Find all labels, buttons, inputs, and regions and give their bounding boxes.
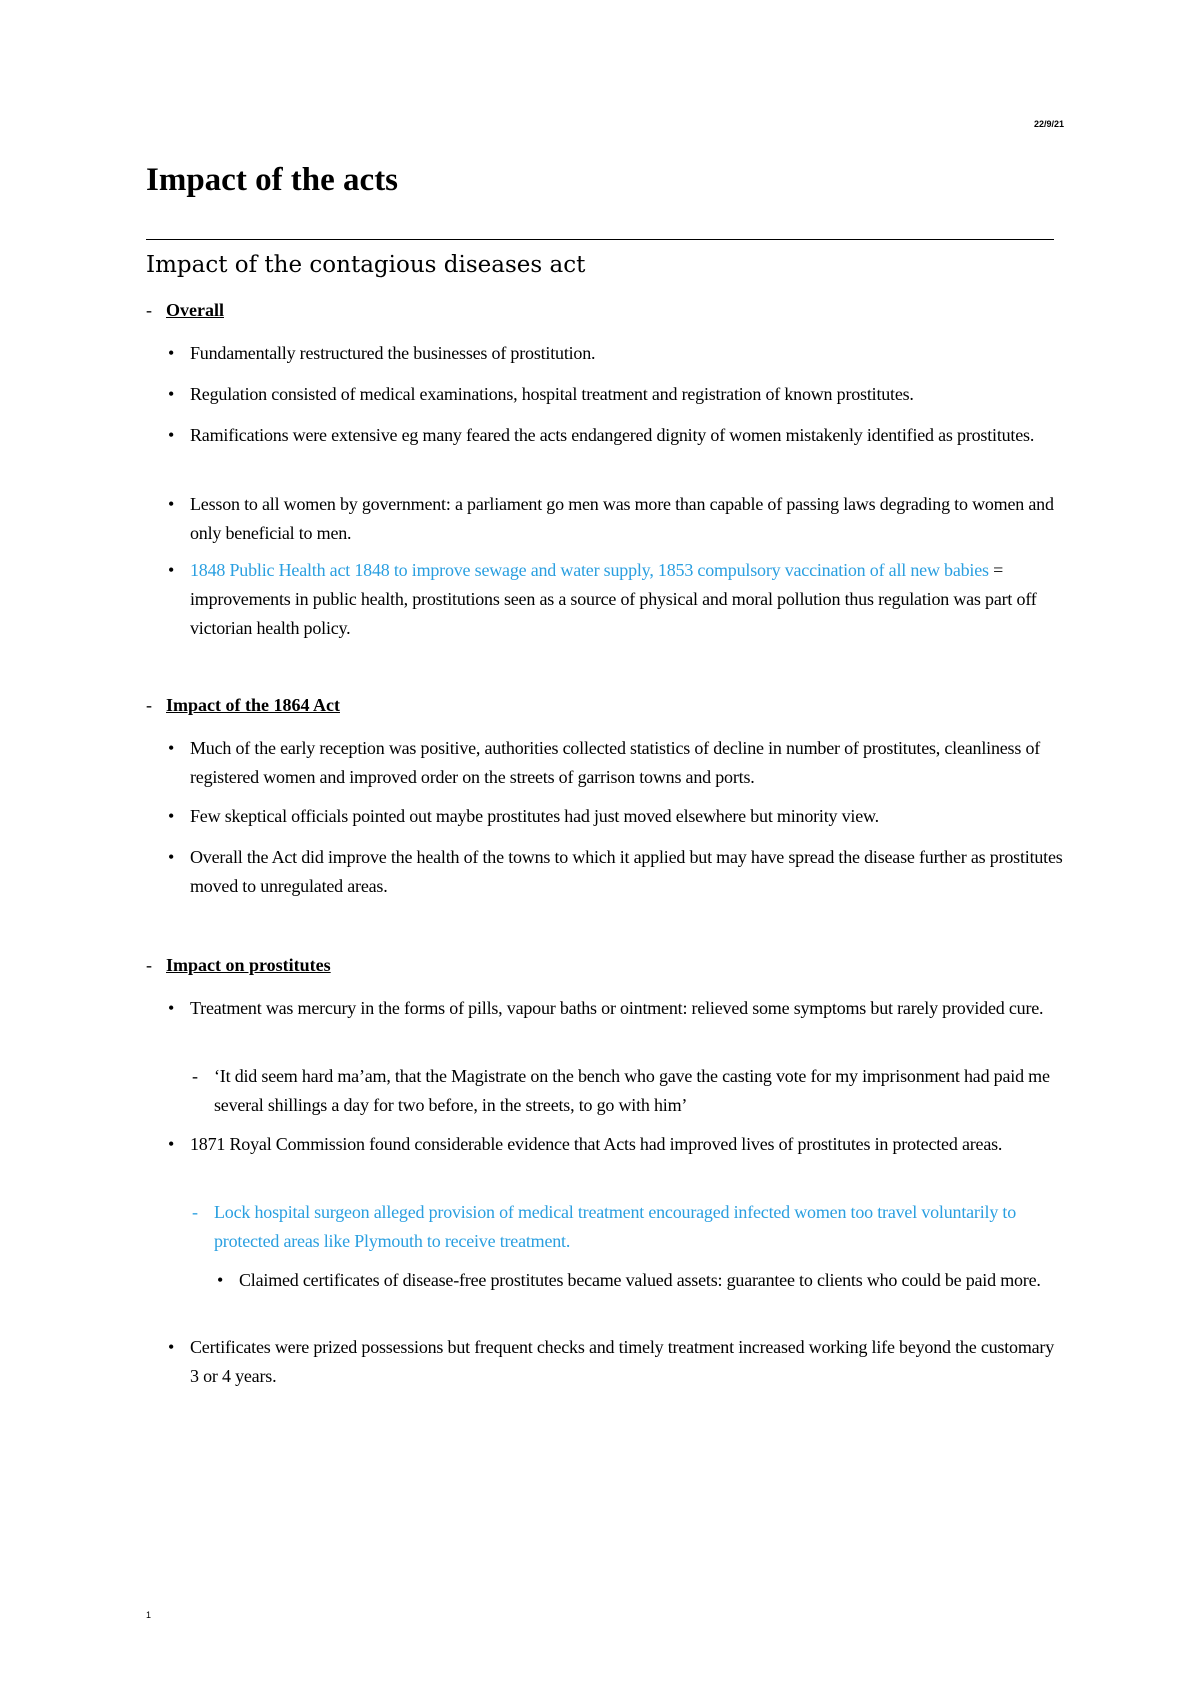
document-date: 22/9/21	[1033, 119, 1064, 129]
list-item	[168, 994, 1065, 1023]
list-item-text: Fundamentally restructured the businesses of prostitution.	[190, 343, 596, 363]
list-item-text: Overall the Act did improve the health of the towns to which it applied but may have spread the disease further as prostitutes moved to unregulated areas.	[190, 847, 1063, 896]
bullet-icon: •	[168, 847, 175, 867]
page-number: 1	[146, 1610, 152, 1620]
dash-marker: -	[146, 695, 152, 715]
section-heading-impact-on-prostitutes	[146, 954, 331, 976]
list-item-text: Regulation consisted of medical examinations, hospital treatment and registration of known prostitutes.	[190, 384, 914, 404]
list-item	[168, 380, 1065, 409]
highlighted-text: Lock hospital surgeon alleged provision of medical treatment encouraged infected women too travel voluntarily to protected areas like Plymouth to receive treatment.	[214, 1202, 1017, 1251]
list-item-text: Much of the early reception was positive, authorities collected statistics of decline in number of prostitutes, cleanliness of registered women and improved order on the streets of garrison towns and ports.	[190, 738, 1041, 787]
dash-marker: -	[192, 1202, 198, 1222]
section-heading-label: Impact of the 1864 Act	[166, 695, 340, 715]
bullet-icon: •	[168, 494, 175, 514]
bullet-icon: •	[168, 1134, 175, 1154]
list-item-text: Certificates were prized possessions but frequent checks and timely treatment increased working life beyond the customary 3 or 4 years.	[190, 1337, 1055, 1386]
bullet-icon: •	[168, 425, 175, 445]
section-heading-overall	[146, 299, 224, 321]
bullet-icon: •	[217, 1270, 224, 1290]
bullet-icon: •	[168, 560, 175, 580]
sub-list-item	[192, 1198, 1064, 1256]
list-item-text: Few skeptical officials pointed out maybe prostitutes had just moved elsewhere but minority view.	[190, 806, 879, 826]
list-item	[168, 490, 1065, 548]
list-item	[168, 1130, 1065, 1159]
bullet-icon: •	[168, 738, 175, 758]
list-item-text: Claimed certificates of disease-free prostitutes became valued assets: guarantee to clients who could be paid more.	[239, 1270, 1041, 1290]
bullet-icon: •	[168, 806, 175, 826]
bullet-icon: •	[168, 384, 175, 404]
highlighted-text: 1848 Public Health act 1848 to improve sewage and water supply, 1853 compulsory vaccination of all new babies	[190, 560, 989, 580]
quote-item	[192, 1062, 1064, 1120]
list-item	[168, 339, 1065, 368]
list-item-text: = improvements in public health, prostitutions seen as a source of physical and moral pollution thus regulation was part off victorian health policy.	[190, 560, 1037, 638]
page-title: Impact of the acts	[146, 162, 399, 198]
list-item-text: Treatment was mercury in the forms of pills, vapour baths or ointment: relieved some symptoms but rarely provided cure.	[190, 998, 1044, 1018]
list-item	[168, 802, 1065, 831]
list-item	[168, 843, 1065, 901]
title-divider	[146, 239, 1054, 240]
bullet-icon: •	[168, 1337, 175, 1357]
section-heading-label: Overall	[166, 300, 224, 320]
list-item-text: 1871 Royal Commission found considerable evidence that Acts had improved lives of prostitutes in protected areas.	[190, 1134, 1003, 1154]
quote-text: ‘It did seem hard ma’am, that the Magistrate on the bench who gave the casting vote for my imprisonment had paid me several shillings a day for two before, in the streets, to go with him’	[214, 1066, 1050, 1115]
dash-marker: -	[146, 955, 152, 975]
list-item	[168, 556, 1065, 643]
list-item	[168, 421, 1065, 450]
section-subtitle: Impact of the contagious diseases act	[146, 252, 586, 278]
bullet-icon: •	[168, 343, 175, 363]
list-item-text: Ramifications were extensive eg many feared the acts endangered dignity of women mistakenly identified as prostitutes.	[190, 425, 1035, 445]
bullet-icon: •	[168, 998, 175, 1018]
section-heading-label: Impact on prostitutes	[166, 955, 331, 975]
list-item-text: Lesson to all women by government: a parliament go men was more than capable of passing laws degrading to women and only beneficial to men.	[190, 494, 1054, 543]
list-item	[168, 734, 1065, 792]
dash-marker: -	[146, 300, 152, 320]
nested-list-item	[217, 1266, 1064, 1295]
list-item	[168, 1333, 1065, 1391]
dash-marker: -	[192, 1066, 198, 1086]
section-heading-1864-act	[146, 694, 340, 716]
